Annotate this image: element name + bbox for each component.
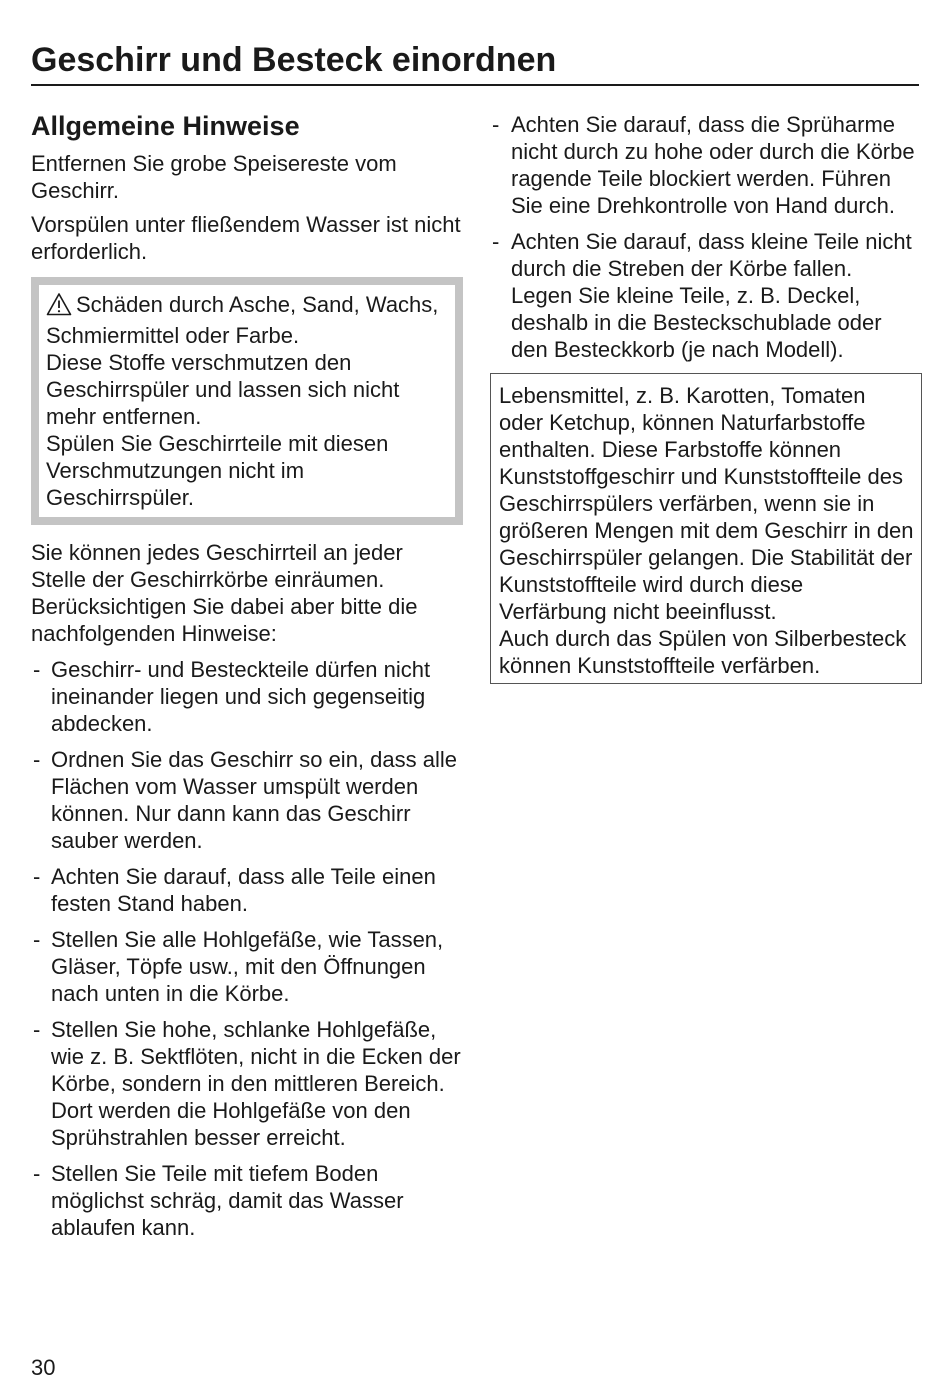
title-divider	[31, 84, 919, 86]
page-number: 30	[31, 1355, 56, 1380]
warning-title	[46, 291, 447, 349]
list-item: - Stellen Sie alle Hohlgefäße, wie Tassen, Gläser, Töpfe usw., mit den Öffnungen nach unten in die Körbe.	[31, 926, 463, 1007]
list-item: - Ordnen Sie das Geschirr so ein, dass alle Flächen vom Wasser umspült werden können. Nur dann kann das Geschirr sauber werden.	[31, 746, 463, 854]
list-item-extra: Legen Sie kleine Teile, z. B. Deckel, deshalb in die Besteckschublade oder den Besteckkorb (je nach Modell).	[511, 283, 882, 362]
list-item-text: Achten Sie darauf, dass kleine Teile nicht durch die Streben der Körbe fallen.	[511, 229, 912, 281]
warning-title-text: Schäden durch Asche, Sand, Wachs, Schmiermittel oder Farbe.	[46, 292, 439, 348]
list-item-text: Achten Sie darauf, dass die Sprüharme nicht durch zu hohe oder durch die Körbe ragende Teile blockiert werden. Führen Sie eine Drehkontrolle von Hand durch.	[511, 112, 915, 218]
list-item	[490, 111, 922, 219]
info-box	[490, 373, 922, 684]
warning-text-1: Diese Stoffe verschmutzen den Geschirrspüler und lassen sich nicht mehr entfernen.	[46, 350, 400, 429]
left-column	[31, 108, 463, 1250]
list-item: - Stellen Sie Teile mit tiefem Boden möglichst schräg, damit das Wasser ablaufen kann.	[31, 1160, 463, 1241]
right-column	[490, 111, 922, 684]
hint-list	[31, 656, 463, 1241]
info-text-2: Auch durch das Spülen von Silberbesteck können Kunststoffteile verfärben.	[499, 626, 907, 678]
paragraph-prerinse: Vorspülen unter fließendem Wasser ist nicht erforderlich.	[31, 212, 461, 264]
warning-box	[31, 277, 463, 525]
paragraph-intro: Sie können jedes Geschirrteil an jeder Stelle der Geschirrkörbe einräumen. Berücksichtigen Sie dabei aber bitte die nachfolgenden Hinweise:	[31, 540, 418, 646]
list-item	[490, 228, 922, 363]
hint-list-continued	[490, 111, 922, 363]
warning-text-2: Spülen Sie Geschirrteile mit diesen Verschmutzungen nicht im Geschirrspüler.	[46, 431, 389, 510]
section-heading: Allgemeine Hinweise	[31, 111, 300, 141]
list-item: - Stellen Sie hohe, schlanke Hohlgefäße, wie z. B. Sektflöten, nicht in die Ecken der Körbe, sondern in den mittleren Bereich. Dort werden die Hohlgefäße von den Sprühstrahlen besser erreicht.	[31, 1016, 463, 1151]
page-title: Geschirr und Besteck einordnen	[31, 41, 557, 79]
list-item: - Achten Sie darauf, dass alle Teile einen festen Stand haben.	[31, 863, 463, 917]
warning-triangle-icon	[46, 292, 72, 322]
info-text-1: Lebensmittel, z. B. Karotten, Tomaten oder Ketchup, können Naturfarbstoffe enthalten. Diese Farbstoffe können Kunststoffgeschirr und Kunststoffteile des Geschirrspülers verfärben, wenn sie in größeren Mengen mit dem Geschirr in den Geschirrspüler gelangen. Die Stabilität der Kunststoffteile wird durch diese Verfärbung nicht beeinflusst.	[499, 383, 914, 624]
list-item: - Geschirr- und Besteckteile dürfen nicht ineinander liegen und sich gegenseitig abdecken.	[31, 656, 463, 737]
paragraph-remove-food: Entfernen Sie grobe Speisereste vom Geschirr.	[31, 151, 397, 203]
